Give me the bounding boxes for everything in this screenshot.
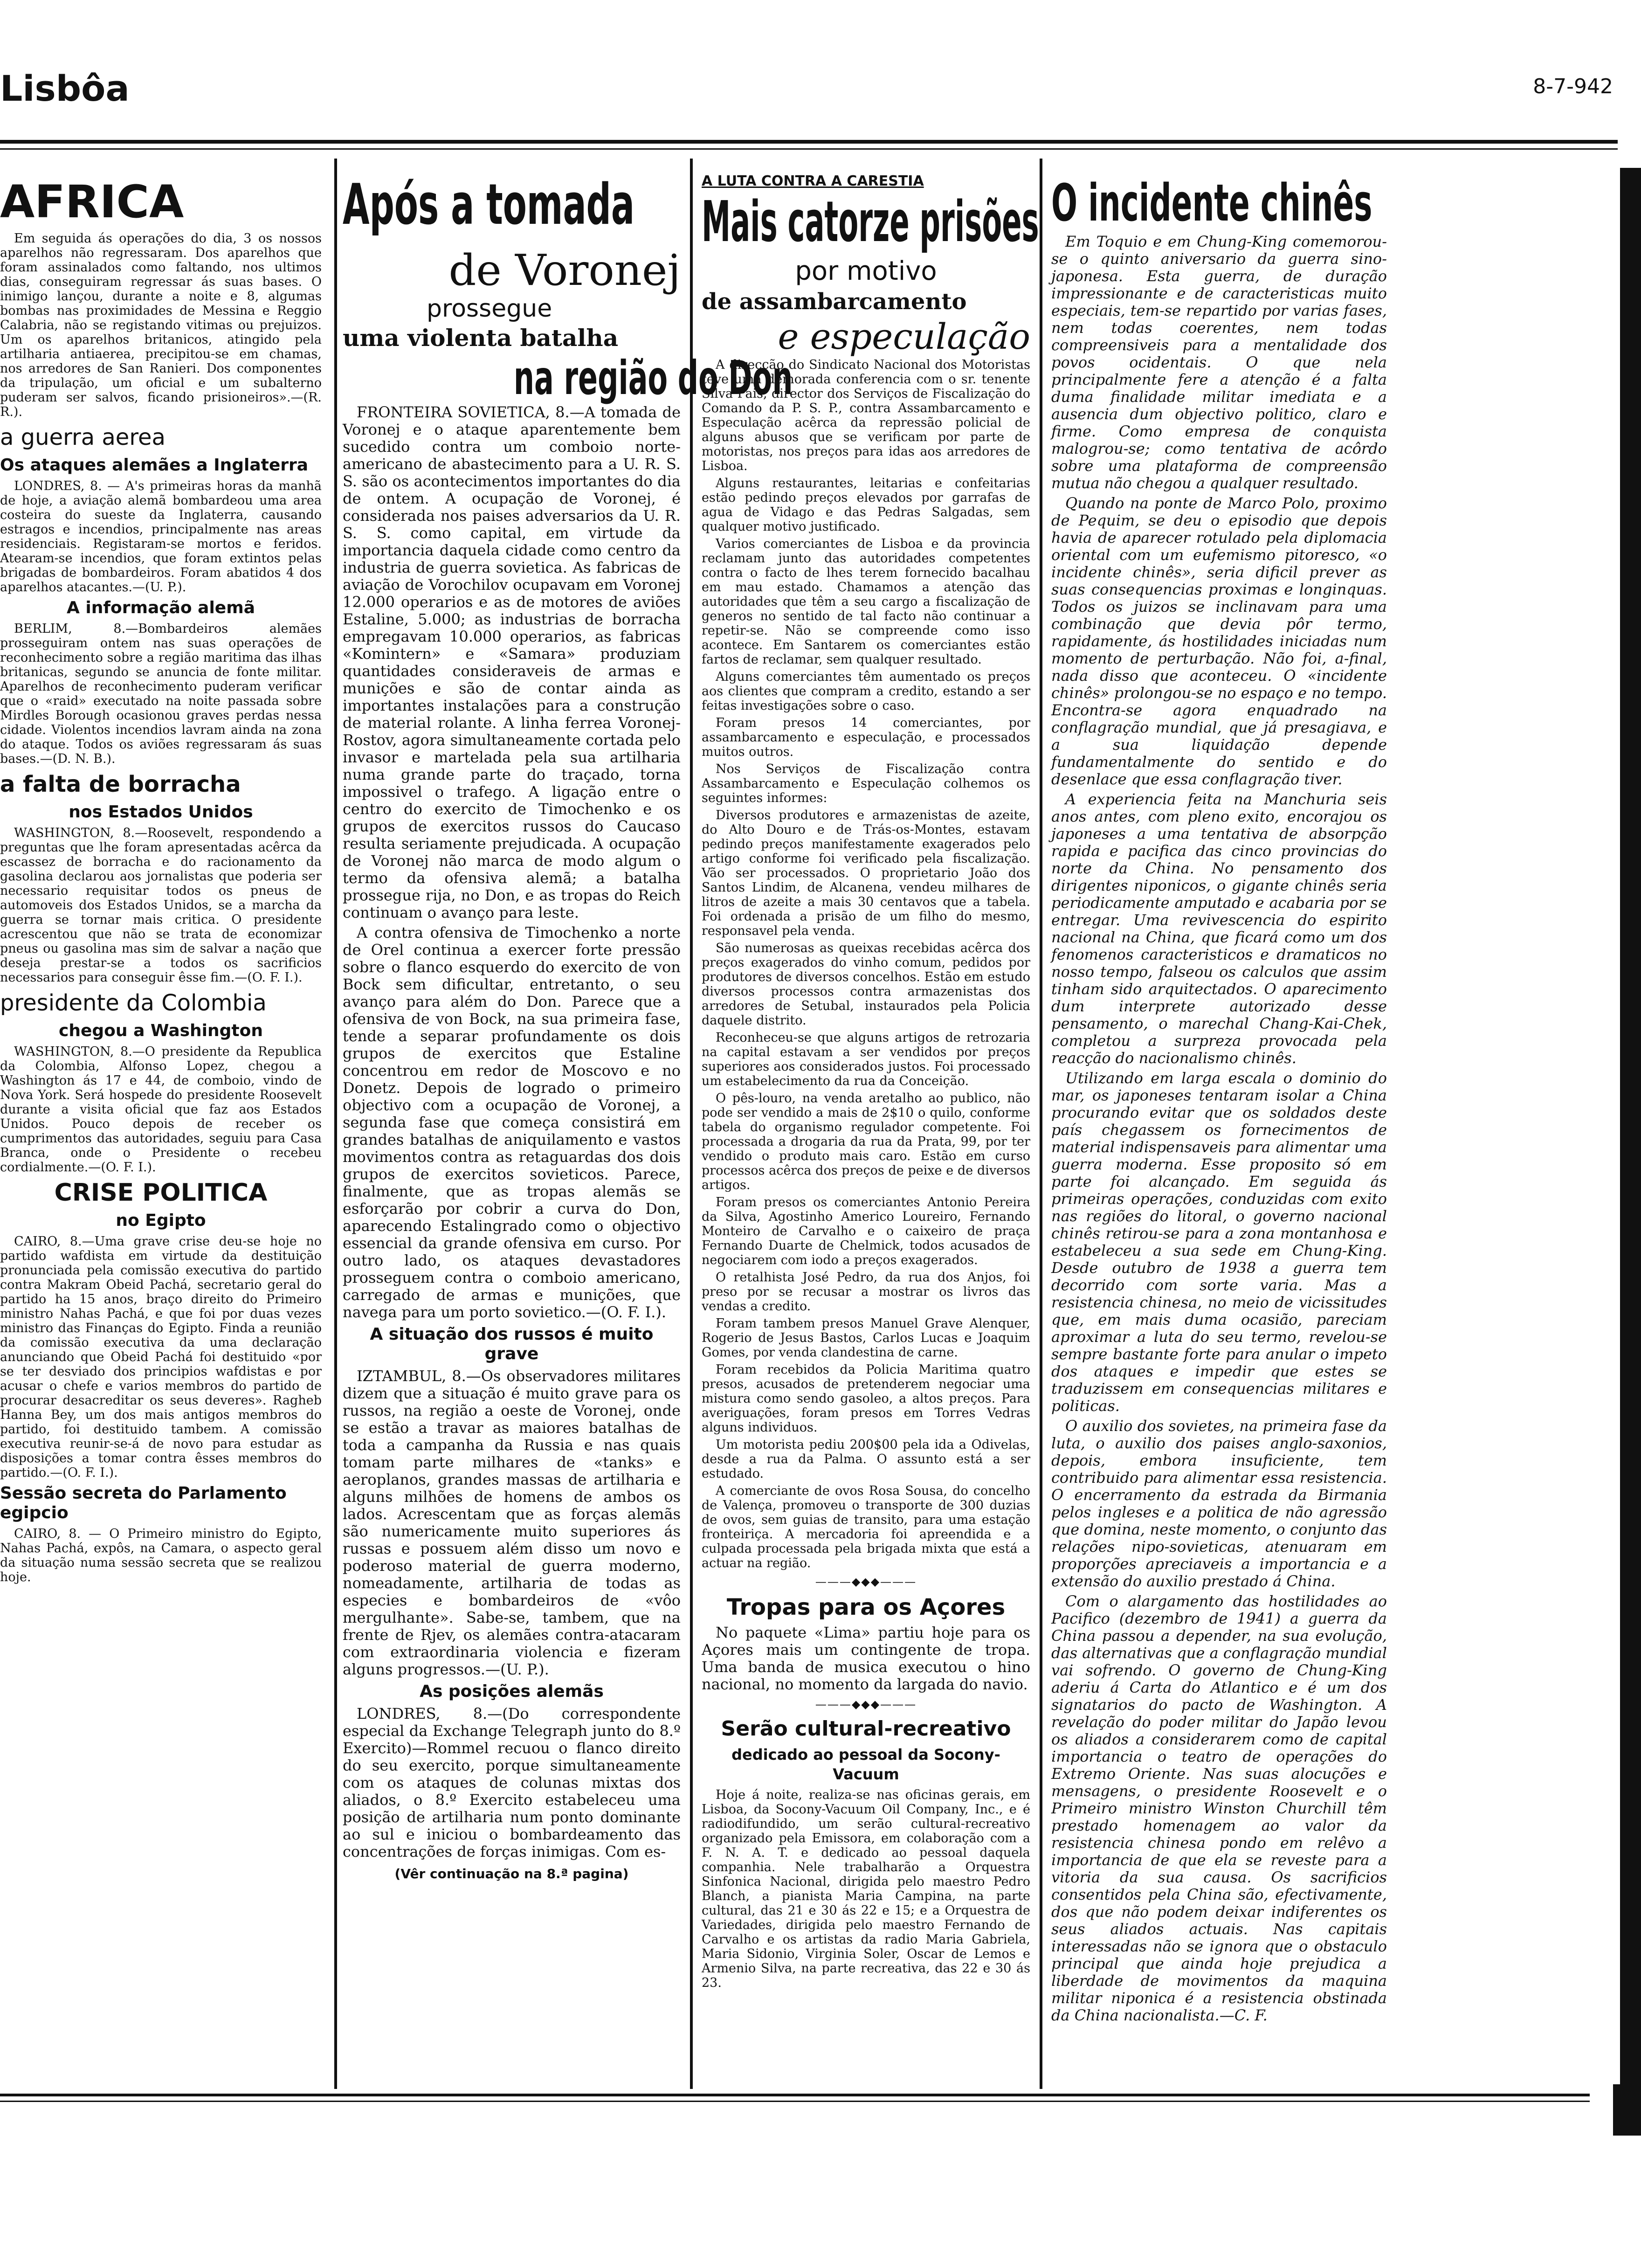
article-londres-2: LONDRES, 8.—(Do correspondente especial da Exchange Telegraph junto do 8.º Exercito)—Rommel recuou o flanco direito do seu exercito, porque simultaneamente com os ataques de colunas mixtas dos aliados, o 8.º Exercito estabeleceu uma posição de artilharia num ponto dominante ao sul e iniciou o bombardeamento das concentrações de forças inimigas. Com es-: [343, 1705, 681, 1860]
heading-crise: CRISE POLITICA: [54, 1179, 268, 1207]
right-edge-bar: [1620, 168, 1641, 2103]
carestia-p4: Alguns comerciantes têm aumentado os preços aos clientes que compram a credito, estando a ser feitas investigações sobre o caso.: [702, 670, 1030, 713]
carestia-p8: São numerosas as queixas recebidas acêrca dos preços exagerados do vinho comum, pedidos por produtores de diversos concelhos. Estão em estudo diversos processos contra armazenistas dos arredores de Setubal, instaurados pela Policia daquele distrito.: [702, 941, 1030, 1028]
top-rule: [0, 140, 1618, 144]
carestia-p12: O retalhista José Pedro, da rua dos Anjos, foi preso por se recusar a mostrar os livros das vendas a credito.: [702, 1270, 1030, 1314]
heading-guerra-aerea: a guerra aerea: [0, 424, 165, 450]
column-divider-3: [1040, 159, 1042, 2089]
column-voronej: [343, 173, 793, 1888]
article-tropas: No paquete «Lima» partiu hoje para os Açores mais um contingente de tropa. Uma banda de musica executou o hino nacional, no momento da largada do navio.: [702, 1624, 1030, 1693]
article-fronteira: FRONTEIRA SOVIETICA, 8.—A tomada de Voronej e o ataque aparentemente bem sucedido contra um comboio norte-americano de abastecimento para a U. R. S. S. são os acontecimentos importantes do dia de ontem. A ocupação de Voronej, é considerada nos paises adversarios da U. R. S. S. como capital, em virtude da importancia daquela cidade como centro da industria de guerra sovietica. As fabricas de aviação de Vorochilov ocupavam em Voronej 12.000 operarios e as de motores de aviões Estaline, 5.000; as industrias de borracha empregavam 10.000 operarios, as fabricas «Komintern» e «Samara» produziam quantidades consideraveis de armas e munições e são de contar ainda as importantes instalações para a construção de material rolante. A linha ferrea Voronej-Rostov, agora simultaneamente cortada pelo invasor e martelada pela sua artilharia numa grande parte do traçado, torna impossivel o trafego. A ligação entre o centro do exercito de Timochenko e os grupos de exercitos russos do Caucaso resulta seriamente prejudicada. A ocupação de Voronej não marca de modo algum o termo da ofensiva alemã; a batalha prossegue rija, no Don, e as tropas do Reich continuam o avanço para leste.: [343, 403, 681, 921]
headline-motivo: por motivo: [795, 256, 937, 286]
carestia-p6: Nos Serviços de Fiscalização contra Assambarcamento e Especulação colhemos os seguintes informes:: [702, 762, 1030, 805]
heading-colombia: presidente da Colombia: [0, 990, 267, 1016]
carestia-body: [702, 358, 1030, 1570]
article-timochenko: A contra ofensiva de Timochenko a norte de Orel continua a exercer forte pressão sobre o flanco esquerdo do exercito de von Bock sem dificultar, entretanto, o seu avanço para além do Don. Parece que a ofensiva de von Bock, na sua primeira fase, tende a separar profundamente os dois grupos de exercitos que Estaline concentrou em redor de Moscovo e no Donetz. Depois de logrado o primeiro objectivo com a ocupação de Voronej, a segunda fase que começa consistirá em grandes batalhas de aniquilamento e vastos movimentos contra as retaguardas dos dois grupos de exercitos sovieticos. Parece, finalmente, que as tropas alemãs se esforçarão por cobrir a curva do Don, aparecendo Estalingrado como o objectivo essencial da grande ofensiva em curso. Por outro lado, os ataques devastadores prosseguem contra o comboio americano, carregado de armas e munições, que navega para um porto sovietico.—(O. F. I.).: [343, 924, 681, 1321]
carestia-p13: Foram tambem presos Manuel Grave Alenquer, Rogerio de Jesus Bastos, Carlos Lucas e Joaquim Gomes, por venda clandestina de carne.: [702, 1316, 1030, 1360]
headline-batalha: uma violenta batalha: [343, 324, 619, 352]
column-divider-2: [690, 159, 693, 2089]
subheading-socony: dedicado ao pessoal da Socony-Vacuum: [731, 1746, 1000, 1783]
ornament-divider-2: ———◆◆◆———: [815, 1698, 917, 1711]
subheading-eua: nos Estados Unidos: [69, 802, 253, 822]
subheading-posicoes: As posições alemãs: [420, 1682, 604, 1701]
kicker-carestia: A LUTA CONTRA A CARESTIA: [702, 173, 924, 189]
headline-apos: Após a tomada: [343, 173, 635, 237]
continued-note: (Vêr continuação na 8.ª pagina): [394, 1866, 629, 1881]
carestia-p10: O pês-louro, na venda aretalho ao publico, não pode ser vendido a mais de 2$10 o quilo, conforme tabela do organismo regulador competente. Foi processada a drogaria da rua da Prata, 99, por ter vendido o produto mais caro. Estão em curso processos acêrca dos preços de peixe e de diversos artigos.: [702, 1091, 1030, 1192]
carestia-p5: Foram presos 14 comerciantes, por assambarcamento e especulação, e processados muitos outros.: [702, 716, 1030, 759]
column-carestia: [702, 173, 1039, 1993]
china-p2: Quando na ponte de Marco Polo, proximo de Pequim, se deu o episodio que depois havia de aparecer rotulado pela diplomacia oriental com um eufemismo pitoresco, «o incidente chinês», seria dificil prever as suas consequencias proximas e longinquas. Todos os juizos se inclinavam para uma combinação que devia pôr termo, rapidamente, ás hostilidades iniciadas num momento de perturbação. Não foi, a-final, nada disso que aconteceu. O «incidente chinês» prolongou-se no espaço e no tempo. Encontra-se agora enquadrado na conflagração mundial, que já presagiava, e a sua liquidação depende fundamentalmente do sentido e do desenlace que essa conflagração tiver.: [1051, 494, 1387, 788]
subheading-ataques: Os ataques alemães a Inglaterra: [0, 456, 309, 475]
china-p5: O auxilio dos sovietes, na primeira fase da luta, o auxilio dos paises anglo-saxonios, depois, embora insuficiente, tem contribuido para alimentar essa resistencia. O encerramento da estrada da Birmania pelos ingleses e a politica de não agressão que domina, neste momento, o conjunto das relações nipo-sovieticas, atenuaram em proporções apreciaveis a importancia e a extensão do auxilio prestado á China.: [1051, 1417, 1387, 1590]
masthead-title: Lisbôa: [0, 68, 130, 109]
article-cairo-2: CAIRO, 8. — O Primeiro ministro do Egipto, Nahas Pachá, expôs, na Camara, o aspecto geral da situação numa sessão secreta que se realizou hoje.: [0, 1527, 322, 1584]
headline-voronej: de Voronej: [448, 245, 681, 295]
africa-intro: Em seguida ás operações do dia, 3 os nossos aparelhos não regressaram. Dos aparelhos que foram assinalados como faltando, nos ultimos dias, conseguiram regressar ás suas bases. O inimigo lançou, durante a noite e 8, algumas bombas nas proximidades de Messina e Reggio Calabria, não se registando vitimas ou prejuizos. Um os aparelhos britanicos, atingido pela artilharia antiaerea, precipitou-se em chamas, nos arredores de San Ranieri. Dos componentes da tripulação, um oficial e um subalterno puderam ser salvos, ficando prisioneiros».—(R. R.).: [0, 231, 322, 419]
article-washington-1: WASHINGTON, 8.—Roosevelt, respondendo a preguntas que lhe foram apresentadas acêrca da escassez de borracha e do racionamento da gasolina declarou aos jornalistas que poderia ser necessario requisitar todos os pneus de automoveis dos Estados Unidos, se a marcha da guerra se tornar mais critica. O presidente acrescentou que não se trata de economizar pneus ou gasolina mas sim de salvar a nação que deseja prestar-se a todos os sacrificios necessarios para conseguir êsse fim.—(O. F. I.).: [0, 826, 322, 985]
heading-serao: Serão cultural-recreativo: [721, 1717, 1011, 1741]
carestia-p11: Foram presos os comerciantes Antonio Pereira da Silva, Agostinho Americo Loureiro, Fernando Monteiro de Carvalho e o caixeiro de praça Fernando Duarte de Chelmick, todos acusados de negociarem com iodo a preços exagerados.: [702, 1195, 1030, 1267]
subheading-situacao: A situação dos russos é muito grave: [370, 1325, 654, 1363]
heading-borracha: a falta de borracha: [0, 771, 241, 797]
subheading-sessao: Sessão secreta do Parlamento egipcio: [0, 1484, 287, 1522]
headline-africa: AFRICA: [0, 176, 184, 228]
top-rule-thin: [0, 148, 1618, 150]
china-p4: Utilizando em larga escala o dominio do mar, os japoneses tentaram isolar a China procurando evitar que os soldados deste país chegassem os fornecimentos de material indispensaveis para alimentar uma guerra moderna. Esse proposito só em parte foi alcançado. Em seguida ás primeiras operações, conduzidas com exito nas regiões do litoral, o governo nacional chinês retirou-se para a zona montanhosa e estabeleceu a sua sede em Chung-King. Desde outubro de 1938 a guerra tem decorrido com sorte varia. Mas a resistencia chinesa, no meio de vicissitudes que, em mais duma ocasião, pareciam aproximar a luta do seu termo, revelou-se sempre bastante forte para anular o impeto dos ataques e impedir que estes se traduzissem em consequencias militares e politicas.: [1051, 1069, 1387, 1415]
carestia-p16: A comerciante de ovos Rosa Sousa, do concelho de Valença, promoveu o transporte de 300 duzias de ovos, sem guias de transito, para uma estação fronteiriça. A mercadoria foi apreendida e a culpada processada pela brigada mixta que está a actuar na região.: [702, 1484, 1030, 1570]
corner-block: [1613, 2084, 1641, 2136]
subheading-informacao: A informação alemã: [66, 598, 255, 617]
carestia-p3: Varios comerciantes de Lisboa e da provincia reclamam junto das autoridades competentes contra o facto de lhes terem fornecido bacalhau em mau estado. Chamamos a atenção das autoridades que têm a seu cargo a fiscalização de generos no sentido de tal facto não continuar a repetir-se. Não se compreende como isso acontece. Em Santarem os comerciantes estão fartos de reclamar, sem qualquer resultado.: [702, 537, 1030, 667]
column-divider-1: [334, 159, 337, 2089]
headline-prossegue: prossegue: [427, 295, 552, 323]
bottom-rule: [0, 2094, 1590, 2096]
subheading-chegou: chegou a Washington: [59, 1021, 263, 1040]
article-cairo-1: CAIRO, 8.—Uma grave crise deu-se hoje no partido wafdista em virtude da destituição pronunciada pela comissão executiva do partido contra Makram Obeid Pachá, secretario geral do partido ha 15 anos, braço direito do Primeiro ministro Nahas Pachá, e que foi por duas vezes ministro das Finanças do Egipto. Finda a reunião da comissão executiva da uma declaração anunciando que Obeid Pachá foi destituido «por se ter desviado dos principios wafdistas e por acusar o chefe e varios membros do partido de procurar desacreditar os seus deveres». Ragheb Hanna Bey, um dos mais antigos membros do partido, foi destituido tambem. A comissão executiva reunir-se-á de novo para estudar as disposições a tomar contra êsses membros do partido.—(O. F. I.).: [0, 1234, 322, 1480]
masthead-date: 8-7-942: [1533, 75, 1613, 98]
carestia-p14: Foram recebidos da Policia Maritima quatro presos, acusados de pretenderem negociar uma mistura como sendo gasoleo, a altos preços. Para averiguações, foram presos em Torres Vedras alguns individuos.: [702, 1362, 1030, 1435]
carestia-p7: Diversos produtores e armazenistas de azeite, do Alto Douro e de Trás-os-Montes, estavam pedindo preços manifestamente exagerados pelo artigo conforme foi verificado pela fiscalização. Vão ser processados. O proprietario João dos Santos Lindim, de Alcanena, vendeu milhares de litros de azeite a mais 30 centavos que a tabela. Foi ordenada a prisão de um filho do mesmo, responsavel pela venda.: [702, 808, 1030, 938]
subheading-egipto: no Egipto: [116, 1211, 206, 1230]
china-p1: Em Toquio e em Chung-King comemorou-se o quinto aniversario da guerra sino-japonesa. Esta guerra, de duração impressionante e de caracteristicas muito especiais, tem-se repartido por varias fases, nem todas coerentes, nem todas compreensiveis para a mentalidade dos povos ocidentais. O que nela principalmente fere a atenção é a falta duma finalidade militar imediata e a ausencia dum objectivo politico, claro e firme. Como empresa de conquista malogrou-se; como tentativa de acôrdo sobre uma plataforma de compreensão mutua não chegou a qualquer resultado.: [1051, 233, 1387, 492]
headline-assambarcamento: de assambarcamento: [702, 289, 967, 315]
bottom-rule-thin: [0, 2101, 1590, 2102]
column-china: [1051, 173, 1387, 2027]
carestia-p2: Alguns restaurantes, leitarias e confeitarias estão pedindo preços elevados por garrafas de agua de Vidago e das Pedras Salgadas, sem qualquer motivo justificado.: [702, 476, 1030, 534]
carestia-p9: Reconheceu-se que alguns artigos de retrozaria na capital estavam a ser vendidos por preços superiores aos considerados justos. Foi processado um estabelecimento da rua da Conceição.: [702, 1030, 1030, 1088]
article-washington-2: WASHINGTON, 8.—O presidente da Republica da Colombia, Alfonso Lopez, chegou a Washington ás 17 e 44, de comboio, vindo de Nova York. Será hospede do presidente Roosevelt durante a visita oficial que faz aos Estados Unidos. Pouco depois de receber os cumprimentos das autoridades, seguiu para Casa Branca, onde o Presidente o recebeu cordialmente.—(O. F. I.).: [0, 1044, 322, 1175]
column-africa: [0, 173, 322, 1587]
article-londres: LONDRES, 8. — A's primeiras horas da manhã de hoje, a aviação alemã bombardeou uma area costeira do sueste da Inglaterra, causando estragos e incendios, principalmente nas areas residenciais. Registaram-se mortos e feridos. Atearam-se incendios, que foram extintos pelas brigadas de bombardeiros. Foram abatidos 4 dos aparelhos atacantes.—(U. P.).: [0, 479, 322, 595]
article-serao: Hoje á noite, realiza-se nas oficinas gerais, em Lisboa, da Socony-Vacuum Oil Company, Inc., e é radiodifundido, um serão cultural-recreativo organizado pela Emissora, em colaboração com a F. N. A. T. e dedicado ao pessoal daquela companhia. Nele trabalharão a Orquestra Sinfonica Nacional, dirigida pelo maestro Pedro Blanch, a pianista Maria Campina, na parte cultural, das 21 e 30 ás 22 e 15; e a Orquestra de Variedades, dirigida pelo maestro Fernando de Carvalho e os artistas da radio Maria Gabriela, Maria Sidonio, Virginia Soler, Oscar de Lemos e Armenio Silva, na parte recreativa, das 22 e 30 ás 23.: [702, 1788, 1030, 1990]
article-iztambul: IZTAMBUL, 8.—Os observadores militares dizem que a situação é muito grave para os russos, na região a oeste de Voronej, onde se estão a travar as maiores batalhas de toda a campanha da Russia e nas quais tomam parte milhares de «tanks» e aeroplanos, grandes massas de artilharia e alguns milhões de homens de ambos os lados. Acrescentam que as forças alemãs são numericamente muito superiores ás russas e possuem além disso um novo e poderoso material de guerra moderno, nomeadamente, artilharia de todas as especies e bombardeiros de «vôo mergulhante». Sabe-se, tambem, que na frente de Rjev, os alemães contra-atacaram com extraordinaria violencia e fizeram alguns progressos.—(U. P.).: [343, 1367, 681, 1678]
headline-prisoes: Mais catorze prisões: [702, 190, 1039, 255]
headline-don: na região do Don: [513, 351, 793, 405]
headline-especulacao: e especulação: [778, 316, 1030, 357]
headline-incidente: O incidente chinês: [1051, 173, 1372, 233]
article-berlim: BERLIM, 8.—Bombardeiros alemães prosseguiram ontem nas suas operações de reconhecimento sobre a região maritima das ilhas britanicas, segundo se anuncia de fonte militar. Aparelhos de reconhecimento puderam verificar que o «raid» executado na noite passada sobre Mirdles Borough ocasionou graves perdas nessa cidade. Violentos incendios lavram ainda na zona do ataque. Todos os aviões regressaram ás suas bases.—(D. N. B.).: [0, 622, 322, 766]
carestia-p15: Um motorista pediu 200$00 pela ida a Odivelas, desde a rua da Palma. O assunto está a ser estudado.: [702, 1438, 1030, 1481]
china-p3: A experiencia feita na Manchuria seis anos antes, com pleno exito, encorajou os japoneses a uma tentativa de absorpção rapida e pacifica das cinco provincias do norte da China. No pensamento dos dirigentes niponicos, o gigante chinês seria periodicamente amputado e acabaria por se entregar. Uma revivescencia do espirito nacional na China, que ficará como um dos fenomenos caracteristicos e dramaticos no nosso tempo, falseou os calculos que assim tinham sido arquitectados. O aparecimento dum interprete autorizado desse pensamento, o marechal Chang-Kai-Chek, completou a surpreza provocada pela reacção do nacionalismo chinês.: [1051, 790, 1387, 1067]
carestia-p1: A direcção do Sindicato Nacional dos Motoristas teve uma demorada conferencia com o sr. tenente Silva Pais, director dos Serviços de Fiscalização do Comando da P. S. P., contra Assambarcamento e Especulação acêrca da repressão policial de alguns abusos que se verificam por parte de motoristas, nos preços para idas aos arredores de Lisboa.: [702, 358, 1030, 473]
heading-tropas: Tropas para os Açores: [726, 1594, 1006, 1620]
china-p6: Com o alargamento das hostilidades ao Pacifico (dezembro de 1941) a guerra da China passou a depender, na sua evolução, das alternativas que a conflagração mundial vai sofrendo. O governo de Chung-King aderiu á Carta do Atlantico e é um dos signatarios do pacto de Washington. A revelação do poder militar do Japão levou os aliados a considerarem como de capital importancia o teatro de operações do Extremo Oriente. Nas suas alocuções e mensagens, o presidente Roosevelt e o Primeiro ministro Winston Churchill têm prestado homenagem ao valor da resistencia chinesa pondo em relêvo a importancia de que ela se reveste para a vitoria da sua causa. Os sacrificios consentidos pela China são, efectivamente, dos que não podem deixar indiferentes os seus aliados actuais. Nas capitais interessadas não se ignora que o obstaculo principal que ainda hoje prejudica a liberdade de movimentos da maquina militar niponica é a resistencia obstinada da China nacionalista.—C. F.: [1051, 1592, 1387, 2024]
ornament-divider: ———◆◆◆———: [815, 1575, 917, 1588]
